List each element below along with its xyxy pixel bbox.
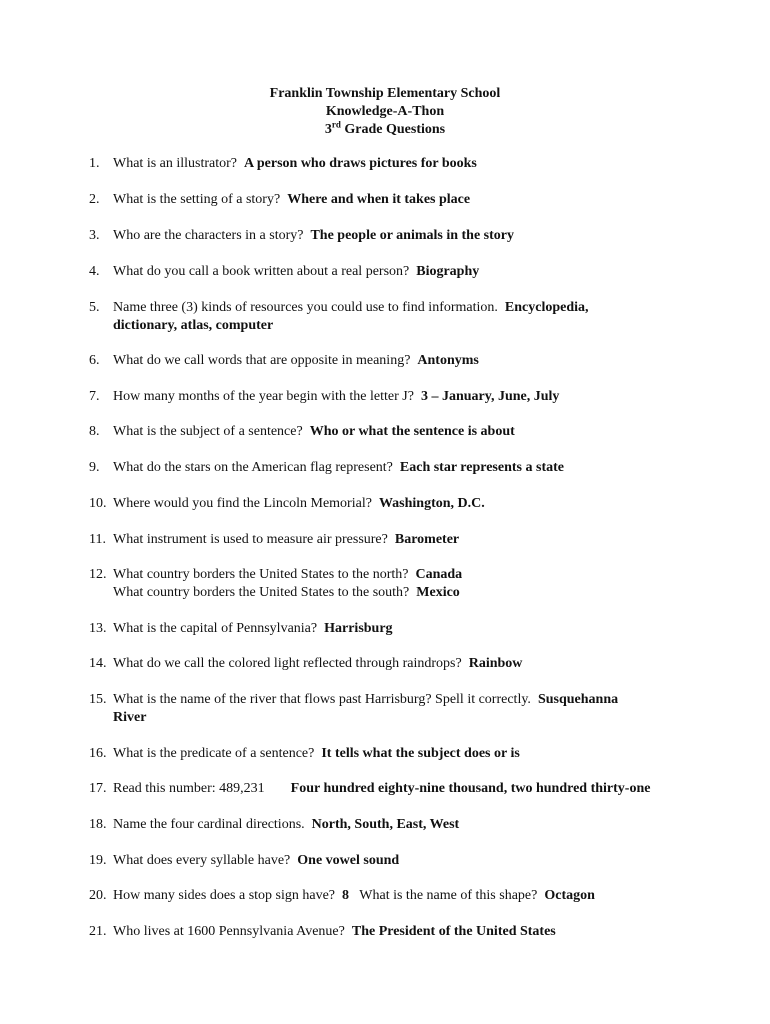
answer-text: Encyclopedia,: [504, 300, 589, 315]
question-number: 3.: [89, 228, 100, 243]
question-item: [89, 923, 729, 941]
question-number: 6.: [89, 353, 100, 368]
question-number: 18.: [89, 817, 107, 832]
question-text: What do we call words that are opposite in meaning?: [113, 353, 411, 368]
answer-text: Susquehanna: [537, 692, 619, 707]
question-number: 7.: [89, 389, 100, 404]
question-number: 14.: [89, 656, 107, 671]
question-text: Read this number: 489,231: [113, 781, 265, 796]
question-text-second: What country borders the United States to the south?: [113, 585, 410, 600]
question-text: What instrument is used to measure air pressure?: [113, 532, 388, 547]
question-text: What do the stars on the American flag represent?: [113, 460, 393, 475]
question-text: Who lives at 1600 Pennsylvania Avenue?: [113, 924, 345, 939]
question-number: 11.: [89, 532, 106, 547]
answer-text: The President of the United States: [351, 924, 556, 939]
question-number: 13.: [89, 621, 107, 636]
question-item: [89, 423, 729, 441]
question-item: [89, 191, 729, 209]
question-item: [89, 495, 729, 513]
question-number: 2.: [89, 192, 100, 207]
question-number: 21.: [89, 924, 107, 939]
question-number: 10.: [89, 496, 107, 511]
question-item: [89, 780, 729, 798]
question-text: What is the predicate of a sentence?: [113, 746, 315, 761]
answer-text: Who or what the sentence is about: [309, 424, 515, 439]
question-text: What do you call a book written about a real person?: [113, 264, 410, 279]
answer-text: The people or animals in the story: [310, 228, 514, 243]
document-header: [0, 85, 770, 139]
question-item: [89, 388, 729, 406]
question-text: What does every syllable have?: [113, 853, 291, 868]
question-item: [89, 263, 729, 281]
question-item: [89, 745, 729, 763]
question-number: 9.: [89, 460, 100, 475]
question-text: How many sides does a stop sign have?: [113, 888, 336, 903]
question-number: 8.: [89, 424, 100, 439]
event-name: Knowledge-A-Thon: [325, 104, 445, 119]
question-item: [89, 531, 729, 549]
answer-text: 3 – January, June, July: [420, 389, 560, 404]
school-name: Franklin Township Elementary School: [269, 86, 501, 101]
answer-text: Harrisburg: [324, 621, 393, 636]
answer-text: 8: [342, 888, 350, 903]
grade-ordinal-suffix: rd: [331, 119, 341, 130]
question-item: [89, 852, 729, 870]
question-item: [89, 566, 729, 602]
question-number: 4.: [89, 264, 100, 279]
question-item: [89, 691, 729, 727]
question-item: [89, 227, 729, 245]
answer-text: Antonyms: [417, 353, 479, 368]
answer-text: Biography: [416, 264, 480, 279]
question-text: How many months of the year begin with the letter J?: [113, 389, 414, 404]
question-text: What is the name of the river that flows past Harrisburg? Spell it correctly.: [113, 692, 531, 707]
answer-text-continued: River: [113, 710, 147, 725]
answer-text: One vowel sound: [297, 853, 400, 868]
answer-text: North, South, East, West: [311, 817, 460, 832]
grade-title-rest: Grade Questions: [340, 122, 446, 137]
question-item: [89, 816, 729, 834]
question-text: What is an illustrator?: [113, 156, 238, 171]
question-text: What do we call the colored light reflected through raindrops?: [113, 656, 462, 671]
question-text: What is the subject of a sentence?: [113, 424, 303, 439]
question-text: What is the setting of a story?: [113, 192, 281, 207]
question-item: [89, 887, 729, 905]
grade-title: [0, 121, 770, 139]
answer-text-continued: dictionary, atlas, computer: [113, 318, 274, 333]
answer-text-second: Octagon: [544, 888, 595, 903]
question-text: Where would you find the Lincoln Memorial?: [113, 496, 372, 511]
question-item: [89, 299, 729, 335]
question-item: [89, 459, 729, 477]
answer-text: A person who draws pictures for books: [244, 156, 477, 171]
question-number: 12.: [89, 567, 107, 582]
answer-text: Barometer: [394, 532, 460, 547]
question-number: 1.: [89, 156, 100, 171]
question-text: Name the four cardinal directions.: [113, 817, 305, 832]
question-text: What country borders the United States to the north?: [113, 567, 409, 582]
question-item: [89, 655, 729, 673]
answer-text: Each star represents a state: [399, 460, 564, 475]
answer-text: Rainbow: [468, 656, 523, 671]
question-text: What is the capital of Pennsylvania?: [113, 621, 318, 636]
answer-text: Four hundred eighty-nine thousand, two hundred thirty-one: [290, 781, 651, 796]
question-number: 20.: [89, 888, 107, 903]
answer-text: Where and when it takes place: [287, 192, 471, 207]
question-number: 15.: [89, 692, 107, 707]
grade-number: 3: [324, 122, 332, 137]
question-item: [89, 352, 729, 370]
question-number: 16.: [89, 746, 107, 761]
question-text: Who are the characters in a story?: [113, 228, 304, 243]
answer-text: Canada: [415, 567, 463, 582]
question-item: [89, 155, 729, 173]
question-number: 17.: [89, 781, 107, 796]
question-text: Name three (3) kinds of resources you could use to find information.: [113, 300, 498, 315]
question-number: 19.: [89, 853, 107, 868]
question-item: [89, 620, 729, 638]
answer-text: It tells what the subject does or is: [321, 746, 520, 761]
question-number: 5.: [89, 300, 100, 315]
answer-text: Washington, D.C.: [378, 496, 485, 511]
answer-text-second: Mexico: [416, 585, 460, 600]
question-text-second: What is the name of this shape?: [359, 888, 538, 903]
